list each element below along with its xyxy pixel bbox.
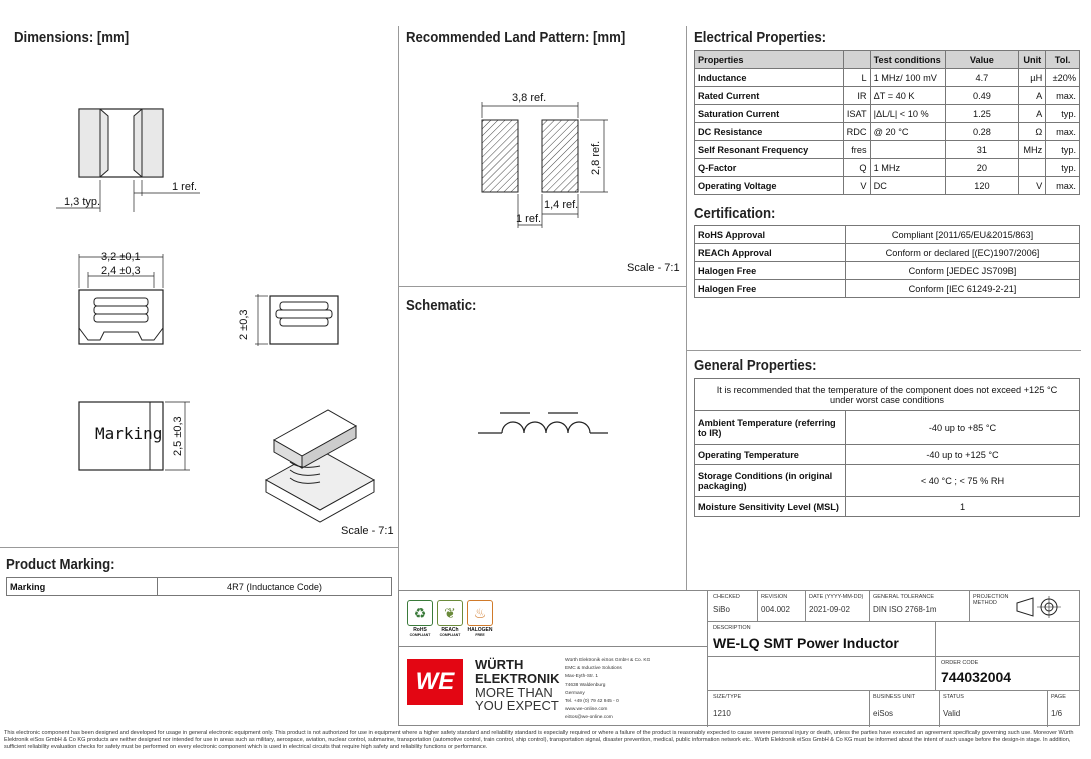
legal-disclaimer: This electronic component has been designed and developed for usage in general electronic equipment only. This product is not authorized for use in equipment where a higher safety standard and reliability standard is especially required or where a failure of the product is reasonably expected to cause severe personal injury or death, unless the parties have executed an agreement specifically governing such use. Moreover Würth Elektronik eiSos GmbH & Co KG products are neither designed nor intended for use in areas such as military, aerospace, aviation, nuclear control, submarine, transportation (automotive control, train control, ship control), transportation signal, disaster prevention, medical, public information network etc.. Würth Elektronik eiSos GmbH & Co KG must be informed about the intent of such usage before the design-in stage. In addition, sufficient reliability evaluation checks for safety must be performed on every electronic component which is used in electrical circuits that require high safety and reliability functions or performance.: [4, 730, 1074, 750]
address-line: Tel. +49 (0) 79 42 945 - 0: [565, 699, 619, 705]
land-scale: Scale - 7:1: [627, 262, 680, 274]
col-conditions: Test conditions: [870, 51, 945, 69]
cell-value: Compliant [2011/65/EU&2015/863]: [846, 226, 1080, 244]
table-row: [695, 445, 1080, 465]
dim-13-typ: 1,3 typ.: [64, 196, 101, 208]
cell-name: Marking: [7, 578, 158, 596]
land-pattern-drawing: [398, 50, 686, 286]
electrical-title: Electrical Properties:: [694, 29, 827, 46]
table-row: [695, 226, 1080, 244]
projection-label: PROJECTION METHOD: [973, 594, 1009, 606]
address-line: Germany: [565, 690, 585, 696]
cell-value: 120: [945, 177, 1019, 195]
cell-name: Storage Conditions (in original packaging): [695, 465, 846, 497]
cell-unit: [1019, 159, 1046, 177]
dimensions-drawing: [0, 50, 398, 545]
cell-cond: |ΔL/L| < 10 %: [870, 105, 945, 123]
table-row: [695, 159, 1080, 177]
table-row: [7, 578, 392, 596]
table-row: [695, 123, 1080, 141]
cell-name: Halogen Free: [695, 280, 846, 298]
cell-value: 0.49: [945, 87, 1019, 105]
tolerance-value: DIN ISO 2768-1m: [873, 605, 937, 614]
reach-badge-text: REACh: [441, 627, 459, 633]
halogen-badge-label: [465, 628, 495, 638]
cell-cond: DC: [870, 177, 945, 195]
cell-prop: Self Resonant Frequency: [695, 141, 844, 159]
cell-tol: ±20%: [1046, 69, 1080, 87]
address-line: www.we-online.com: [565, 707, 608, 713]
cell-value: 1.25: [945, 105, 1019, 123]
cell-tol: max.: [1046, 177, 1080, 195]
reach-badge-icon: ❦: [437, 600, 463, 626]
cell-sym: V: [843, 177, 870, 195]
cell-value: 4.7: [945, 69, 1019, 87]
address-line: Max-Eyth-Str. 1: [565, 674, 599, 680]
order-label: ORDER CODE: [941, 660, 979, 666]
table-row: [695, 105, 1080, 123]
cell-cond: ΔT = 40 K: [870, 87, 945, 105]
we-brand-name: [475, 658, 560, 686]
cell-value: 4R7 (Inductance Code): [158, 578, 392, 596]
company-address: [565, 657, 650, 723]
cell-value: 0.28: [945, 123, 1019, 141]
address-line: EMC & Inductive Solutions: [565, 666, 622, 672]
halogen-badge-subtext: FREE: [475, 633, 485, 637]
general-table: [694, 378, 1080, 517]
dim-1-ref: 1 ref.: [172, 181, 198, 193]
dim-2: 2 ±0,3: [238, 309, 250, 340]
halogen-badge-icon: ♨: [467, 600, 493, 626]
col-symbol: [843, 51, 870, 69]
land-dim-14: 1,4 ref.: [544, 199, 579, 211]
revision-value: 004.002: [761, 605, 790, 614]
business-value: eiSos: [873, 709, 894, 718]
brand-line-1: WÜRTH: [475, 657, 524, 672]
cell-unit: Ω: [1019, 123, 1046, 141]
schematic-title: Schematic:: [406, 297, 477, 314]
col-tol: Tol.: [1046, 51, 1080, 69]
checked-value: SiBo: [713, 605, 730, 614]
certification-title: Certification:: [694, 205, 776, 222]
cell-value: Conform [JEDEC JS709B]: [846, 262, 1080, 280]
cell-cond: @ 20 °C: [870, 123, 945, 141]
page-label: PAGE: [1051, 694, 1066, 700]
dim-scale: Scale - 7:1: [341, 525, 394, 537]
cell-cond: 1 MHz: [870, 159, 945, 177]
business-label: BUSINESS UNIT: [873, 694, 916, 700]
cell-name: Ambient Temperature (referring to IR): [695, 411, 846, 445]
table-row: [695, 465, 1080, 497]
table-row: [695, 244, 1080, 262]
land-dim-28: 2,8 ref.: [590, 140, 602, 175]
halogen-badge-text: HALOGEN: [467, 627, 493, 633]
dim-32: 3,2 ±0,1: [101, 251, 141, 263]
cell-tol: max.: [1046, 123, 1080, 141]
cell-unit: A: [1019, 87, 1046, 105]
cell-cond: [870, 141, 945, 159]
reach-badge-subtext: COMPLIANT: [439, 633, 461, 637]
address-line: 74638 Waldenburg: [565, 682, 606, 688]
table-row: [695, 497, 1080, 517]
cell-value: < 40 °C ; < 75 % RH: [846, 465, 1080, 497]
checked-label: CHECKED: [713, 594, 740, 600]
cell-value: Conform [IEC 61249-2-21]: [846, 280, 1080, 298]
tolerance-label: GENERAL TOLERANCE: [873, 594, 935, 600]
cell-value: 1: [846, 497, 1080, 517]
we-logo-mark: WE: [407, 659, 463, 705]
size-value: 1210: [713, 709, 731, 718]
cell-value: -40 up to +85 °C: [846, 411, 1080, 445]
cell-name: Operating Temperature: [695, 445, 846, 465]
projection-symbol-icon: [1011, 595, 1071, 619]
cell-name: RoHS Approval: [695, 226, 846, 244]
cell-sym: RDC: [843, 123, 870, 141]
title-block: [398, 590, 1080, 726]
cell-tol: typ.: [1046, 141, 1080, 159]
size-label: SIZE/TYPE: [713, 694, 742, 700]
date-label: DATE (YYYY-MM-DD): [809, 594, 864, 600]
cell-name: REACh Approval: [695, 244, 846, 262]
slogan-line-2: YOU EXPECT: [475, 698, 559, 713]
marking-table: [6, 577, 392, 596]
page-value: 1/6: [1051, 709, 1063, 718]
revision-label: REVISION: [761, 594, 788, 600]
cell-sym: fres: [843, 141, 870, 159]
cell-prop: DC Resistance: [695, 123, 844, 141]
rohs-badge-text: RoHS: [413, 627, 427, 633]
description-value: WE-LQ SMT Power Inductor: [713, 635, 899, 651]
product-marking-title: Product Marking:: [6, 556, 115, 573]
cell-prop: Q-Factor: [695, 159, 844, 177]
rohs-badge-label: [407, 628, 433, 638]
dim-25: 2,5 ±0,3: [172, 416, 184, 456]
slogan-line-1: MORE THAN: [475, 685, 553, 700]
cell-value: 31: [945, 141, 1019, 159]
address-line: eiSos@we-online.com: [565, 715, 613, 721]
schematic-inductor-symbol: [470, 400, 620, 450]
cell-prop: Operating Voltage: [695, 177, 844, 195]
land-dim-38: 3,8 ref.: [512, 92, 547, 104]
status-label: STATUS: [943, 694, 964, 700]
col-unit: Unit: [1019, 51, 1046, 69]
divider-right: [686, 26, 687, 590]
status-value: Valid: [943, 709, 961, 718]
table-row: [695, 177, 1080, 195]
date-value: 2021-09-02: [809, 605, 850, 614]
cell-name: Moisture Sensitivity Level (MSL): [695, 497, 846, 517]
cell-prop: Rated Current: [695, 87, 844, 105]
divider-cert-general: [686, 350, 1081, 351]
cell-unit: V: [1019, 177, 1046, 195]
cell-prop: Saturation Current: [695, 105, 844, 123]
land-dim-1: 1 ref.: [516, 213, 542, 225]
cell-value: Conform or declared [(EC)1907/2006]: [846, 244, 1080, 262]
dim-24: 2,4 ±0,3: [101, 265, 141, 277]
general-note: It is recommended that the temperature of the component does not exceed +125 °C under worst case conditions: [695, 379, 1080, 411]
col-value: Value: [945, 51, 1019, 69]
table-row: [695, 280, 1080, 298]
land-pattern-title: Recommended Land Pattern: [mm]: [406, 29, 626, 46]
dimensions-title: Dimensions: [mm]: [14, 29, 130, 46]
order-code-value: 744032004: [941, 669, 1012, 685]
cell-sym: L: [843, 69, 870, 87]
general-title: General Properties:: [694, 357, 817, 374]
cell-sym: IR: [843, 87, 870, 105]
table-row: [695, 69, 1080, 87]
reach-badge-label: [437, 628, 463, 638]
rohs-badge-icon: ♻: [407, 600, 433, 626]
col-properties: Properties: [695, 51, 844, 69]
cell-value: 20: [945, 159, 1019, 177]
we-slogan: [475, 686, 559, 712]
cell-sym: ISAT: [843, 105, 870, 123]
cell-tol: typ.: [1046, 159, 1080, 177]
cell-unit: A: [1019, 105, 1046, 123]
rohs-badge-subtext: COMPLIANT: [409, 633, 431, 637]
divider-land-schematic: [398, 286, 686, 287]
divider-dim-marking: [0, 547, 398, 548]
cell-tol: typ.: [1046, 105, 1080, 123]
cell-unit: µH: [1019, 69, 1046, 87]
certification-table: [694, 225, 1080, 298]
cell-tol: max.: [1046, 87, 1080, 105]
cell-cond: 1 MHz/ 100 mV: [870, 69, 945, 87]
brand-line-2: ELEKTRONIK: [475, 671, 560, 686]
cell-value: -40 up to +125 °C: [846, 445, 1080, 465]
cell-prop: Inductance: [695, 69, 844, 87]
table-row: [695, 411, 1080, 445]
cell-sym: Q: [843, 159, 870, 177]
cell-name: Halogen Free: [695, 262, 846, 280]
marking-label-drawing: Marking: [95, 424, 163, 443]
table-row: [695, 262, 1080, 280]
electrical-table: [694, 50, 1080, 195]
table-row: [695, 141, 1080, 159]
cell-unit: MHz: [1019, 141, 1046, 159]
address-line: Würth Elektronik eiSos GmbH & Co. KG: [565, 658, 651, 663]
description-label: DESCRIPTION: [713, 625, 751, 631]
table-row: [695, 87, 1080, 105]
